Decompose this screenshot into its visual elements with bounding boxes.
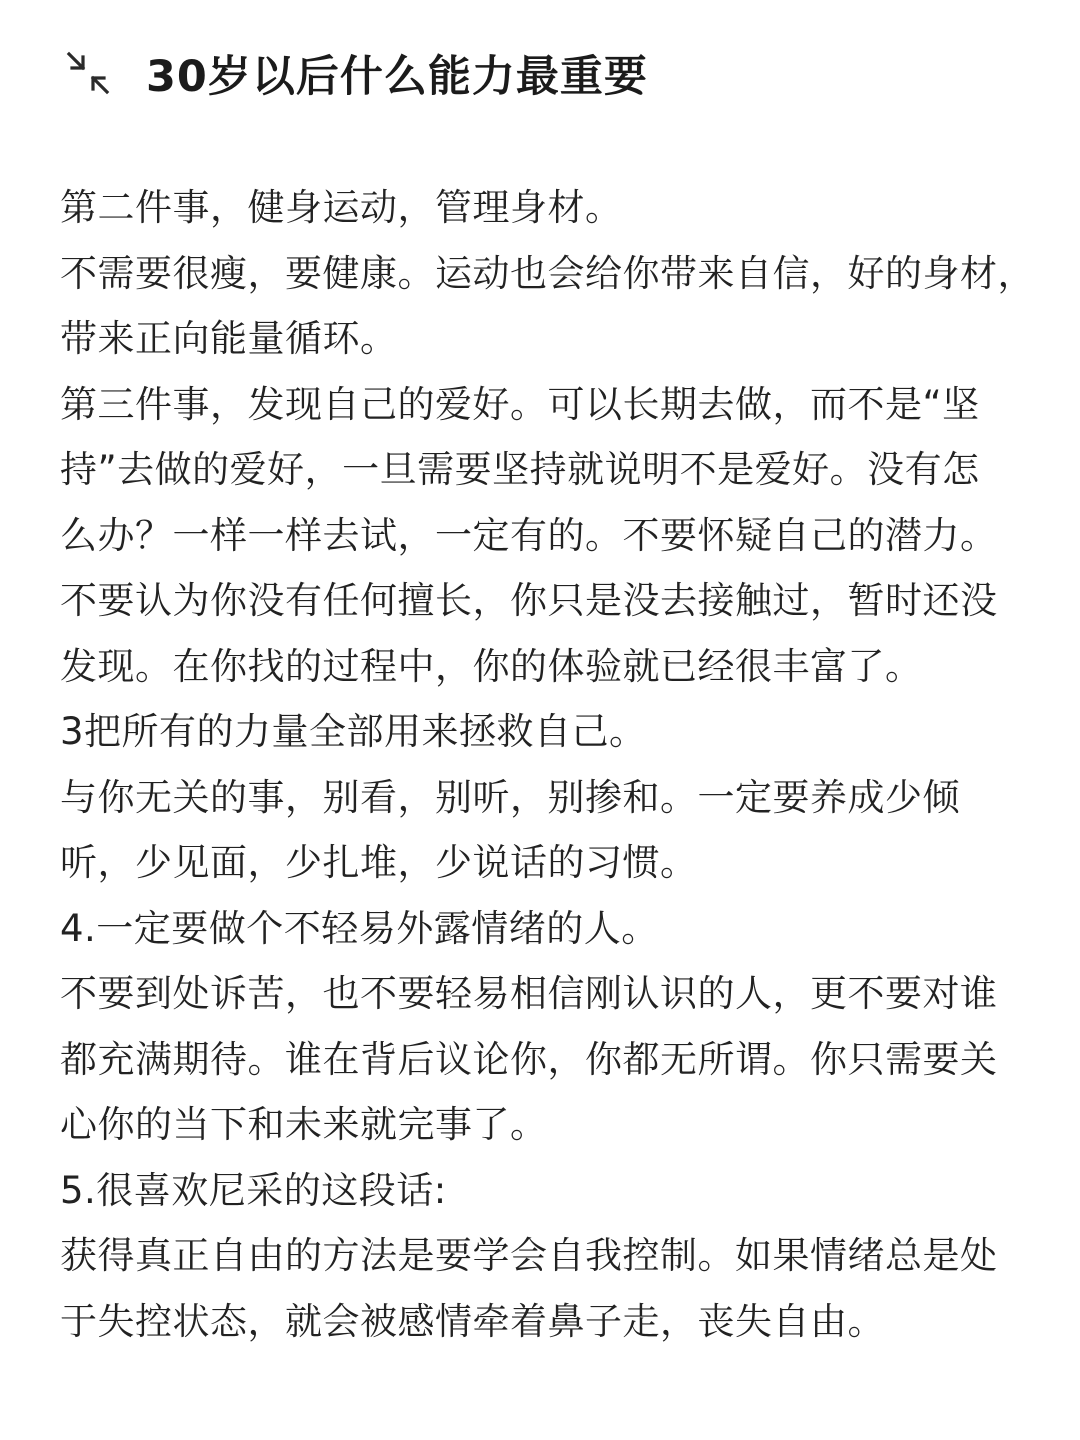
text-line: 听，少见面，少扎堆，少说话的习惯。	[60, 841, 698, 884]
text-line: 持”去做的爱好，一旦需要坚持就说明不是爱好。没有怎	[60, 448, 980, 491]
text-line: 发现。在你找的过程中，你的体验就已经很丰富了。	[60, 644, 923, 688]
text-line: 不要认为你没有任何擅长，你只是没去接触过，暂时还没	[60, 579, 998, 622]
text-line: 于失控状态，就会被感情牵着鼻子走，丧失自由。	[60, 1299, 885, 1343]
text-line: 么办？一样一样去试，一定有的。不要怀疑自己的潜力。	[60, 513, 998, 557]
text-line: 与你无关的事，别看，别听，别掺和。一定要养成少倾	[60, 775, 960, 819]
text-line: 第三件事，发现自己的爱好。可以长期去做，而不是“坚	[60, 382, 980, 426]
text-line: 第二件事，健身运动，管理身材。	[60, 186, 623, 229]
text-line: 不需要很瘦，要健康。运动也会给你带来自信，好的身材，	[60, 251, 1035, 295]
header	[60, 38, 648, 108]
collapse-icon[interactable]	[60, 45, 116, 101]
page-title: 30岁以后什么能力最重要	[146, 51, 648, 102]
text-line: 都充满期待。谁在背后议论你，你都无所谓。你只需要关	[60, 1037, 998, 1081]
text-line: 带来正向能量循环。	[60, 317, 398, 360]
text-line: 4.一定要做个不轻易外露情绪的人。	[60, 906, 659, 950]
text-line: 3把所有的力量全部用来拯救自己。	[60, 710, 647, 753]
text-line: 心你的当下和未来就完事了。	[60, 1103, 548, 1146]
text-line: 不要到处诉苦，也不要轻易相信刚认识的人，更不要对谁	[60, 972, 998, 1015]
text-line: 5.很喜欢尼采的这段话:	[60, 1168, 447, 1212]
article-body	[60, 175, 1060, 1354]
text-line: 获得真正自由的方法是要学会自我控制。如果情绪总是处	[60, 1234, 998, 1277]
